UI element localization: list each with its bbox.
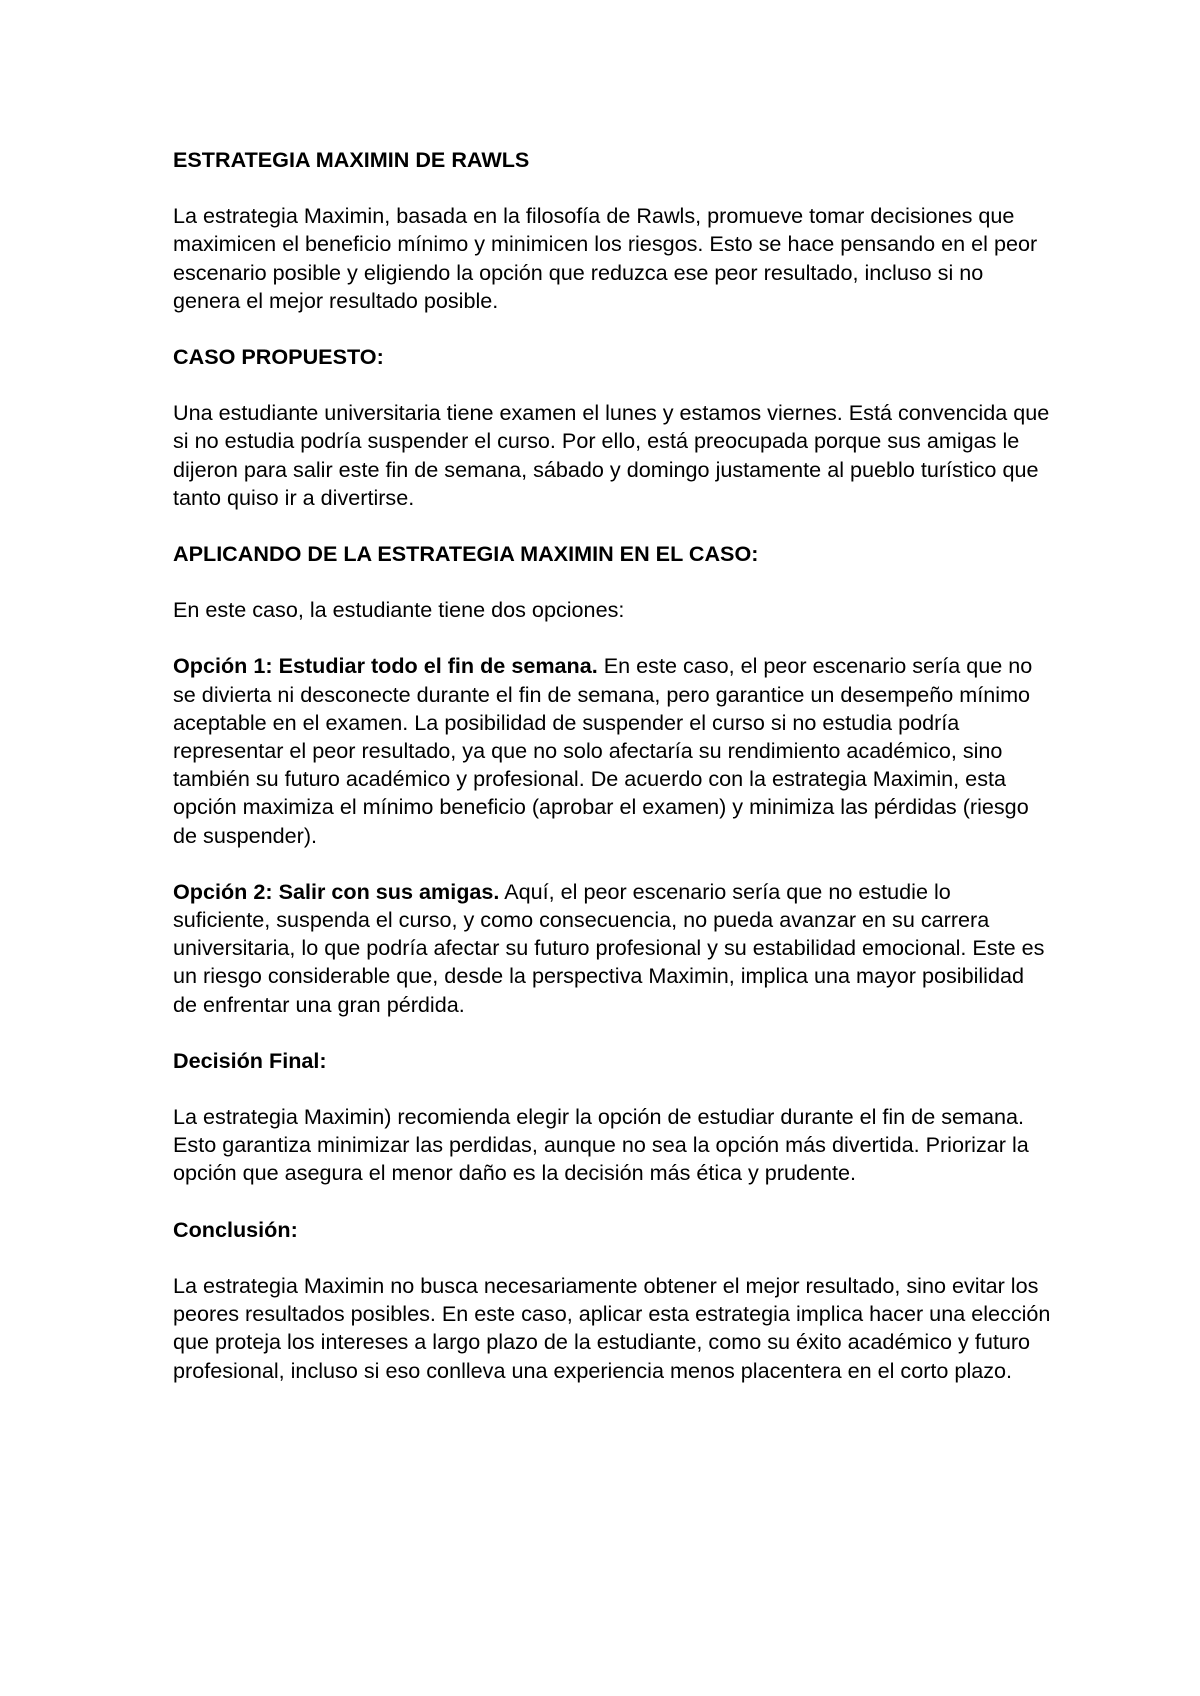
option2-label: Opción 2: Salir con sus amigas. [173, 878, 500, 904]
apply-paragraph: En este caso, la estudiante tiene dos opciones: [173, 597, 625, 623]
option1-text: En este caso, el peor escenario sería que no se divierta ni desconecte durante el fin de semana, pero garantice un desempeño mínimo aceptable en el examen. La posibilidad de suspender el curso si no estudia podría representar el peor resultado, ya que no solo afectaría su rendimiento académico, sino también su futuro académico y profesional. De acuerdo con la estrategia Maximin, esta opción maximiza el mínimo beneficio (aprobar el examen) y minimiza las pérdidas (riesgo de suspender). [173, 653, 1033, 848]
option2-text: Aquí, el peor escenario sería que no estudie lo suficiente, suspenda el curso, y como consecuencia, no pueda avanzar en su carrera universitaria, lo que podría afectar su futuro profesional y su estabilidad emocional. Este es un riesgo considerable que, desde la perspectiva Maximin, implica una mayor posibilidad de enfrentar una gran pérdida. [173, 878, 1045, 1017]
intro-paragraph: La estrategia Maximin, basada en la filosofía de Rawls, promueve tomar decisiones que maximicen el beneficio mínimo y minimicen los riesgos. Esto se hace pensando en el peor escenario posible y eligiendo la opción que reduzca ese peor resultado, incluso si no genera el mejor resultado posible. [173, 203, 1038, 313]
conclusion-paragraph: La estrategia Maximin no busca necesariamente obtener el mejor resultado, sino evitar los peores resultados posibles. En este caso, aplicar esta estrategia implica hacer una elección que proteja los intereses a largo plazo de la estudiante, como su éxito académico y futuro profesional, incluso si eso conlleva una experiencia menos placentera en el corto plazo. [173, 1272, 1051, 1383]
option1-label: Opción 1: Estudiar todo el fin de semana. [173, 653, 598, 679]
conclusion-heading: Conclusión: [173, 1216, 298, 1242]
decision-heading: Decisión Final: [173, 1047, 327, 1073]
case-paragraph: Una estudiante universitaria tiene examen el lunes y estamos viernes. Está convencida que si no estudia podría suspender el curso. Por ello, está preocupada porque sus amigas le dijeron para salir este fin de semana, sábado y domingo justamente al pueblo turístico que tanto quiso ir a divertirse. [173, 400, 1050, 510]
document-body [173, 146, 1053, 1385]
option2-paragraph [173, 878, 1053, 1019]
decision-paragraph: La estrategia Maximin) recomienda elegir la opción de estudiar durante el fin de semana. Esto garantiza minimizar las perdidas, aunque no sea la opción más divertida. Priorizar la opción que asegura el menor daño es la decisión más ética y prudente. [173, 1104, 1029, 1186]
document-title: ESTRATEGIA MAXIMIN DE RAWLS [173, 147, 530, 172]
case-heading: CASO PROPUESTO: [173, 344, 384, 370]
option1-paragraph [173, 652, 1053, 849]
apply-heading: APLICANDO DE LA ESTRATEGIA MAXIMIN EN EL CASO: [173, 541, 759, 567]
